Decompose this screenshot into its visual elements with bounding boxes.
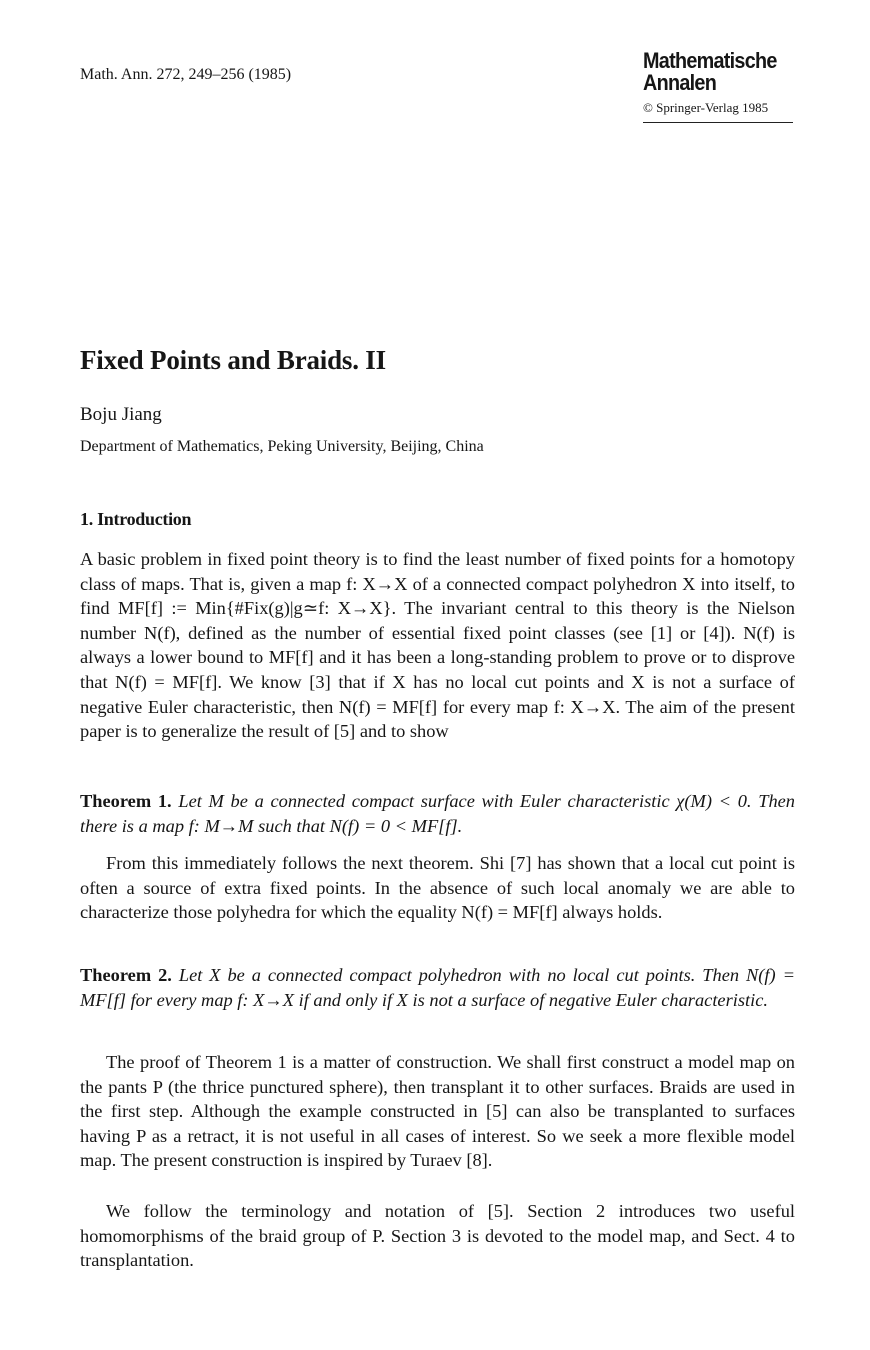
theorem-1-label: Theorem 1. — [80, 791, 172, 811]
journal-name-line1: Mathematische — [643, 48, 777, 73]
masthead-rule — [643, 122, 793, 123]
section-heading: 1. Introduction — [80, 509, 192, 529]
journal-citation: Math. Ann. 272, 249–256 (1985) — [80, 66, 292, 83]
intro-paragraph-4: We follow the terminology and notation of [5]. Section 2 introduces two useful homomorphisms of the braid group of P. Section 3 is devoted to the model map, and Sect. 4 to transplantation. — [80, 1201, 795, 1271]
journal-name-line2: Annalen — [643, 70, 717, 95]
paper-author: Boju Jiang — [80, 404, 162, 425]
theorem-1 — [80, 789, 795, 838]
theorem-2 — [80, 963, 795, 1012]
author-affiliation: Department of Mathematics, Peking University, Beijing, China — [80, 438, 484, 455]
theorem-1-statement: Let M be a connected compact surface with Euler characteristic χ(M) < 0. Then there is a map f: M→M such that N(f) = 0 < MF[f]. — [80, 791, 796, 836]
paper-title: Fixed Points and Braids. II — [80, 345, 386, 375]
intro-paragraph-1: A basic problem in fixed point theory is to find the least number of fixed points for a homotopy class of maps. That is, given a map f: X→X of a connected compact polyhedron X into itself, to find MF[f] := Min{#Fix(g)|g≃f: X→X}. The invariant central to this theory is the Nielson number N(f), defined as the number of essential fixed point classes (see [1] or [4]). N(f) is always a lower bound to MF[f] and it has been a long-standing problem to prove or to disprove that N(f) = MF[f]. We know [3] that if X has no local cut points and X is not a surface of negative Euler characteristic, then N(f) = MF[f] for every map f: X→X. The aim of the present paper is to generalize the result of [5] and to show — [80, 549, 795, 742]
intro-paragraph-2: From this immediately follows the next theorem. Shi [7] has shown that a local cut point is often a source of extra fixed points. In the absence of such local anomaly we are able to characterize those polyhedra for which the equality N(f) = MF[f] always holds. — [80, 853, 795, 923]
theorem-2-statement: Let X be a connected compact polyhedron with no local cut points. Then N(f) = MF[f] for every map f: X→X if and only if X is not a surface of negative Euler characteristic. — [80, 965, 795, 1010]
copyright-notice: © Springer-Verlag 1985 — [643, 100, 769, 115]
journal-masthead — [643, 50, 793, 123]
theorem-2-label: Theorem 2. — [80, 965, 172, 985]
intro-paragraph-3: The proof of Theorem 1 is a matter of construction. We shall first construct a model map on the pants P (the thrice punctured sphere), then transplant it to other surfaces. Braids are used in the first step. Although the example constructed in [5] can also be transplanted to surfaces having P as a retract, it is not useful in all cases of interest. So we seek a more flexible model map. The present construction is inspired by Turaev [8]. — [80, 1052, 795, 1171]
